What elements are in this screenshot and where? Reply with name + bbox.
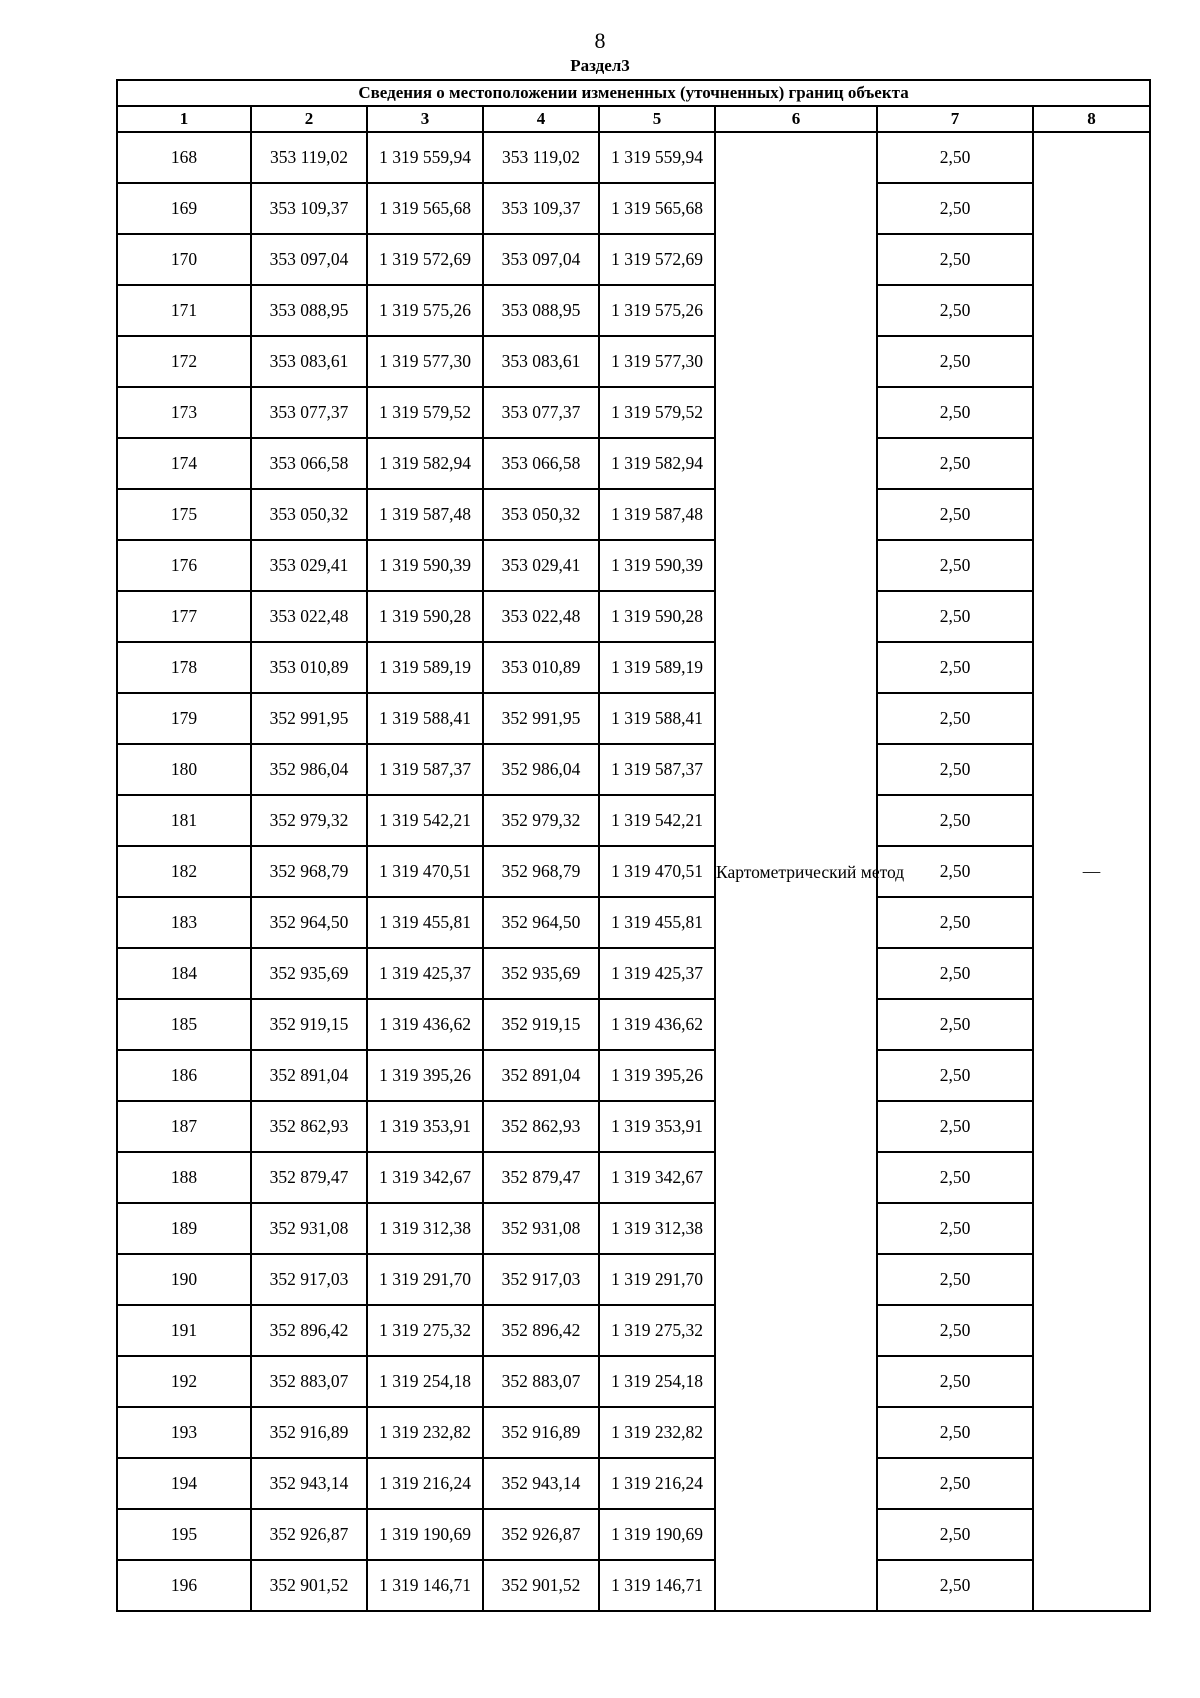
table-row (117, 846, 1150, 897)
point-number-cell: 176 (117, 540, 251, 591)
new-x-cell: 352 916,89 (483, 1407, 599, 1458)
column-number: 1 (117, 106, 251, 132)
accuracy-cell: 2,50 (877, 1203, 1033, 1254)
point-number-cell: 175 (117, 489, 251, 540)
table-row (117, 1560, 1150, 1611)
accuracy-cell: 2,50 (877, 744, 1033, 795)
old-y-cell: 1 319 232,82 (367, 1407, 483, 1458)
old-x-cell: 352 986,04 (251, 744, 367, 795)
table-row (117, 1203, 1150, 1254)
old-y-cell: 1 319 577,30 (367, 336, 483, 387)
new-y-cell: 1 319 190,69 (599, 1509, 715, 1560)
point-number-cell: 179 (117, 693, 251, 744)
point-number-cell: 174 (117, 438, 251, 489)
new-x-cell: 353 022,48 (483, 591, 599, 642)
new-x-cell: 353 119,02 (483, 132, 599, 183)
table-row (117, 999, 1150, 1050)
new-x-cell: 353 010,89 (483, 642, 599, 693)
new-x-cell: 353 097,04 (483, 234, 599, 285)
accuracy-cell: 2,50 (877, 1356, 1033, 1407)
new-y-cell: 1 319 590,28 (599, 591, 715, 642)
new-x-cell: 353 029,41 (483, 540, 599, 591)
new-x-cell: 352 991,95 (483, 693, 599, 744)
old-x-cell: 352 968,79 (251, 846, 367, 897)
column-number: 6 (715, 106, 877, 132)
column-number: 5 (599, 106, 715, 132)
accuracy-cell: 2,50 (877, 1101, 1033, 1152)
column8-cell: — (1033, 132, 1150, 1611)
accuracy-cell: 2,50 (877, 948, 1033, 999)
old-x-cell: 352 943,14 (251, 1458, 367, 1509)
old-x-cell: 352 901,52 (251, 1560, 367, 1611)
old-x-cell: 352 926,87 (251, 1509, 367, 1560)
old-x-cell: 352 862,93 (251, 1101, 367, 1152)
old-y-cell: 1 319 146,71 (367, 1560, 483, 1611)
column-number: 4 (483, 106, 599, 132)
point-number-cell: 170 (117, 234, 251, 285)
table-body (117, 132, 1150, 1611)
old-x-cell: 353 077,37 (251, 387, 367, 438)
old-x-cell: 353 022,48 (251, 591, 367, 642)
old-x-cell: 352 916,89 (251, 1407, 367, 1458)
new-x-cell: 353 050,32 (483, 489, 599, 540)
accuracy-cell: 2,50 (877, 795, 1033, 846)
method-cell: Картометрический метод (715, 132, 877, 1611)
accuracy-cell: 2,50 (877, 846, 1033, 897)
new-y-cell: 1 319 342,67 (599, 1152, 715, 1203)
accuracy-cell: 2,50 (877, 183, 1033, 234)
accuracy-cell: 2,50 (877, 387, 1033, 438)
column-number: 8 (1033, 106, 1150, 132)
old-x-cell: 352 979,32 (251, 795, 367, 846)
old-x-cell: 353 119,02 (251, 132, 367, 183)
new-x-cell: 352 943,14 (483, 1458, 599, 1509)
table-row (117, 1050, 1150, 1101)
column-number: 3 (367, 106, 483, 132)
accuracy-cell: 2,50 (877, 1305, 1033, 1356)
accuracy-cell: 2,50 (877, 285, 1033, 336)
table-row (117, 132, 1150, 183)
table-row (117, 438, 1150, 489)
new-x-cell: 352 964,50 (483, 897, 599, 948)
coordinates-table (116, 79, 1151, 1612)
table-row (117, 387, 1150, 438)
old-x-cell: 353 029,41 (251, 540, 367, 591)
table-row (117, 540, 1150, 591)
new-y-cell: 1 319 291,70 (599, 1254, 715, 1305)
accuracy-cell: 2,50 (877, 1407, 1033, 1458)
new-x-cell: 352 979,32 (483, 795, 599, 846)
new-x-cell: 352 879,47 (483, 1152, 599, 1203)
new-x-cell: 352 901,52 (483, 1560, 599, 1611)
new-x-cell: 352 862,93 (483, 1101, 599, 1152)
new-y-cell: 1 319 577,30 (599, 336, 715, 387)
table-row (117, 489, 1150, 540)
old-y-cell: 1 319 470,51 (367, 846, 483, 897)
old-x-cell: 353 109,37 (251, 183, 367, 234)
old-y-cell: 1 319 559,94 (367, 132, 483, 183)
old-y-cell: 1 319 587,48 (367, 489, 483, 540)
point-number-cell: 180 (117, 744, 251, 795)
accuracy-cell: 2,50 (877, 1509, 1033, 1560)
table-row (117, 1509, 1150, 1560)
table-row (117, 1305, 1150, 1356)
accuracy-cell: 2,50 (877, 1560, 1033, 1611)
accuracy-cell: 2,50 (877, 1458, 1033, 1509)
accuracy-cell: 2,50 (877, 999, 1033, 1050)
point-number-cell: 172 (117, 336, 251, 387)
old-x-cell: 352 935,69 (251, 948, 367, 999)
accuracy-cell: 2,50 (877, 132, 1033, 183)
point-number-cell: 183 (117, 897, 251, 948)
old-y-cell: 1 319 190,69 (367, 1509, 483, 1560)
new-y-cell: 1 319 588,41 (599, 693, 715, 744)
point-number-cell: 171 (117, 285, 251, 336)
old-x-cell: 352 917,03 (251, 1254, 367, 1305)
table-row (117, 336, 1150, 387)
new-y-cell: 1 319 353,91 (599, 1101, 715, 1152)
old-y-cell: 1 319 436,62 (367, 999, 483, 1050)
old-y-cell: 1 319 590,28 (367, 591, 483, 642)
old-x-cell: 352 879,47 (251, 1152, 367, 1203)
new-y-cell: 1 319 559,94 (599, 132, 715, 183)
table-row (117, 285, 1150, 336)
new-y-cell: 1 319 425,37 (599, 948, 715, 999)
new-x-cell: 352 883,07 (483, 1356, 599, 1407)
table-row (117, 1407, 1150, 1458)
point-number-cell: 191 (117, 1305, 251, 1356)
new-x-cell: 352 968,79 (483, 846, 599, 897)
table-row (117, 234, 1150, 285)
old-y-cell: 1 319 353,91 (367, 1101, 483, 1152)
table-row (117, 1458, 1150, 1509)
accuracy-cell: 2,50 (877, 693, 1033, 744)
table-row (117, 693, 1150, 744)
old-x-cell: 353 050,32 (251, 489, 367, 540)
new-x-cell: 352 931,08 (483, 1203, 599, 1254)
new-y-cell: 1 319 470,51 (599, 846, 715, 897)
old-x-cell: 352 891,04 (251, 1050, 367, 1101)
new-x-cell: 352 986,04 (483, 744, 599, 795)
column-number: 7 (877, 106, 1033, 132)
table-row (117, 642, 1150, 693)
point-number-cell: 181 (117, 795, 251, 846)
new-y-cell: 1 319 312,38 (599, 1203, 715, 1254)
new-y-cell: 1 319 436,62 (599, 999, 715, 1050)
point-number-cell: 189 (117, 1203, 251, 1254)
new-y-cell: 1 319 395,26 (599, 1050, 715, 1101)
old-y-cell: 1 319 542,21 (367, 795, 483, 846)
new-y-cell: 1 319 589,19 (599, 642, 715, 693)
new-x-cell: 352 926,87 (483, 1509, 599, 1560)
old-y-cell: 1 319 590,39 (367, 540, 483, 591)
point-number-cell: 193 (117, 1407, 251, 1458)
accuracy-cell: 2,50 (877, 642, 1033, 693)
point-number-cell: 194 (117, 1458, 251, 1509)
old-x-cell: 352 896,42 (251, 1305, 367, 1356)
point-number-cell: 182 (117, 846, 251, 897)
accuracy-cell: 2,50 (877, 540, 1033, 591)
old-x-cell: 352 931,08 (251, 1203, 367, 1254)
old-y-cell: 1 319 342,67 (367, 1152, 483, 1203)
table-caption: Сведения о местоположении измененных (уточненных) границ объекта (117, 80, 1150, 106)
new-x-cell: 352 917,03 (483, 1254, 599, 1305)
accuracy-cell: 2,50 (877, 1254, 1033, 1305)
accuracy-cell: 2,50 (877, 1050, 1033, 1101)
new-y-cell: 1 319 587,37 (599, 744, 715, 795)
old-y-cell: 1 319 216,24 (367, 1458, 483, 1509)
old-y-cell: 1 319 291,70 (367, 1254, 483, 1305)
new-y-cell: 1 319 542,21 (599, 795, 715, 846)
accuracy-cell: 2,50 (877, 336, 1033, 387)
table-row (117, 897, 1150, 948)
accuracy-cell: 2,50 (877, 234, 1033, 285)
accuracy-cell: 2,50 (877, 591, 1033, 642)
old-y-cell: 1 319 565,68 (367, 183, 483, 234)
point-number-cell: 185 (117, 999, 251, 1050)
old-x-cell: 352 964,50 (251, 897, 367, 948)
old-x-cell: 352 919,15 (251, 999, 367, 1050)
new-y-cell: 1 319 565,68 (599, 183, 715, 234)
old-y-cell: 1 319 275,32 (367, 1305, 483, 1356)
point-number-cell: 188 (117, 1152, 251, 1203)
new-y-cell: 1 319 254,18 (599, 1356, 715, 1407)
old-x-cell: 353 088,95 (251, 285, 367, 336)
old-y-cell: 1 319 575,26 (367, 285, 483, 336)
new-y-cell: 1 319 146,71 (599, 1560, 715, 1611)
point-number-cell: 184 (117, 948, 251, 999)
point-number-cell: 187 (117, 1101, 251, 1152)
old-x-cell: 353 083,61 (251, 336, 367, 387)
table-row (117, 1152, 1150, 1203)
old-y-cell: 1 319 312,38 (367, 1203, 483, 1254)
new-y-cell: 1 319 582,94 (599, 438, 715, 489)
old-y-cell: 1 319 589,19 (367, 642, 483, 693)
accuracy-cell: 2,50 (877, 1152, 1033, 1203)
point-number-cell: 196 (117, 1560, 251, 1611)
new-y-cell: 1 319 579,52 (599, 387, 715, 438)
table-row (117, 1254, 1150, 1305)
section-title: Раздел3 (570, 56, 630, 75)
old-y-cell: 1 319 425,37 (367, 948, 483, 999)
new-y-cell: 1 319 455,81 (599, 897, 715, 948)
old-y-cell: 1 319 588,41 (367, 693, 483, 744)
new-x-cell: 352 891,04 (483, 1050, 599, 1101)
new-x-cell: 353 083,61 (483, 336, 599, 387)
point-number-cell: 169 (117, 183, 251, 234)
new-y-cell: 1 319 575,26 (599, 285, 715, 336)
new-y-cell: 1 319 587,48 (599, 489, 715, 540)
new-x-cell: 352 896,42 (483, 1305, 599, 1356)
table-row (117, 1101, 1150, 1152)
accuracy-cell: 2,50 (877, 489, 1033, 540)
new-y-cell: 1 319 275,32 (599, 1305, 715, 1356)
table-row (117, 591, 1150, 642)
old-y-cell: 1 319 254,18 (367, 1356, 483, 1407)
old-y-cell: 1 319 587,37 (367, 744, 483, 795)
table-row (117, 183, 1150, 234)
accuracy-cell: 2,50 (877, 897, 1033, 948)
new-y-cell: 1 319 572,69 (599, 234, 715, 285)
point-number-cell: 177 (117, 591, 251, 642)
point-number-cell: 195 (117, 1509, 251, 1560)
old-x-cell: 352 991,95 (251, 693, 367, 744)
point-number-cell: 173 (117, 387, 251, 438)
new-x-cell: 353 077,37 (483, 387, 599, 438)
table-row (117, 948, 1150, 999)
new-x-cell: 353 088,95 (483, 285, 599, 336)
old-x-cell: 353 097,04 (251, 234, 367, 285)
table-row (117, 744, 1150, 795)
table-row (117, 795, 1150, 846)
column-number-row (117, 106, 1150, 132)
column-number: 2 (251, 106, 367, 132)
point-number-cell: 186 (117, 1050, 251, 1101)
page-number: 8 (594, 28, 606, 53)
old-x-cell: 352 883,07 (251, 1356, 367, 1407)
point-number-cell: 168 (117, 132, 251, 183)
table-row (117, 1356, 1150, 1407)
accuracy-cell: 2,50 (877, 438, 1033, 489)
old-x-cell: 353 010,89 (251, 642, 367, 693)
old-y-cell: 1 319 579,52 (367, 387, 483, 438)
new-x-cell: 353 109,37 (483, 183, 599, 234)
old-y-cell: 1 319 572,69 (367, 234, 483, 285)
old-x-cell: 353 066,58 (251, 438, 367, 489)
new-x-cell: 352 919,15 (483, 999, 599, 1050)
new-x-cell: 352 935,69 (483, 948, 599, 999)
new-y-cell: 1 319 590,39 (599, 540, 715, 591)
old-y-cell: 1 319 395,26 (367, 1050, 483, 1101)
point-number-cell: 190 (117, 1254, 251, 1305)
new-y-cell: 1 319 232,82 (599, 1407, 715, 1458)
point-number-cell: 192 (117, 1356, 251, 1407)
old-y-cell: 1 319 582,94 (367, 438, 483, 489)
point-number-cell: 178 (117, 642, 251, 693)
new-y-cell: 1 319 216,24 (599, 1458, 715, 1509)
new-x-cell: 353 066,58 (483, 438, 599, 489)
old-y-cell: 1 319 455,81 (367, 897, 483, 948)
